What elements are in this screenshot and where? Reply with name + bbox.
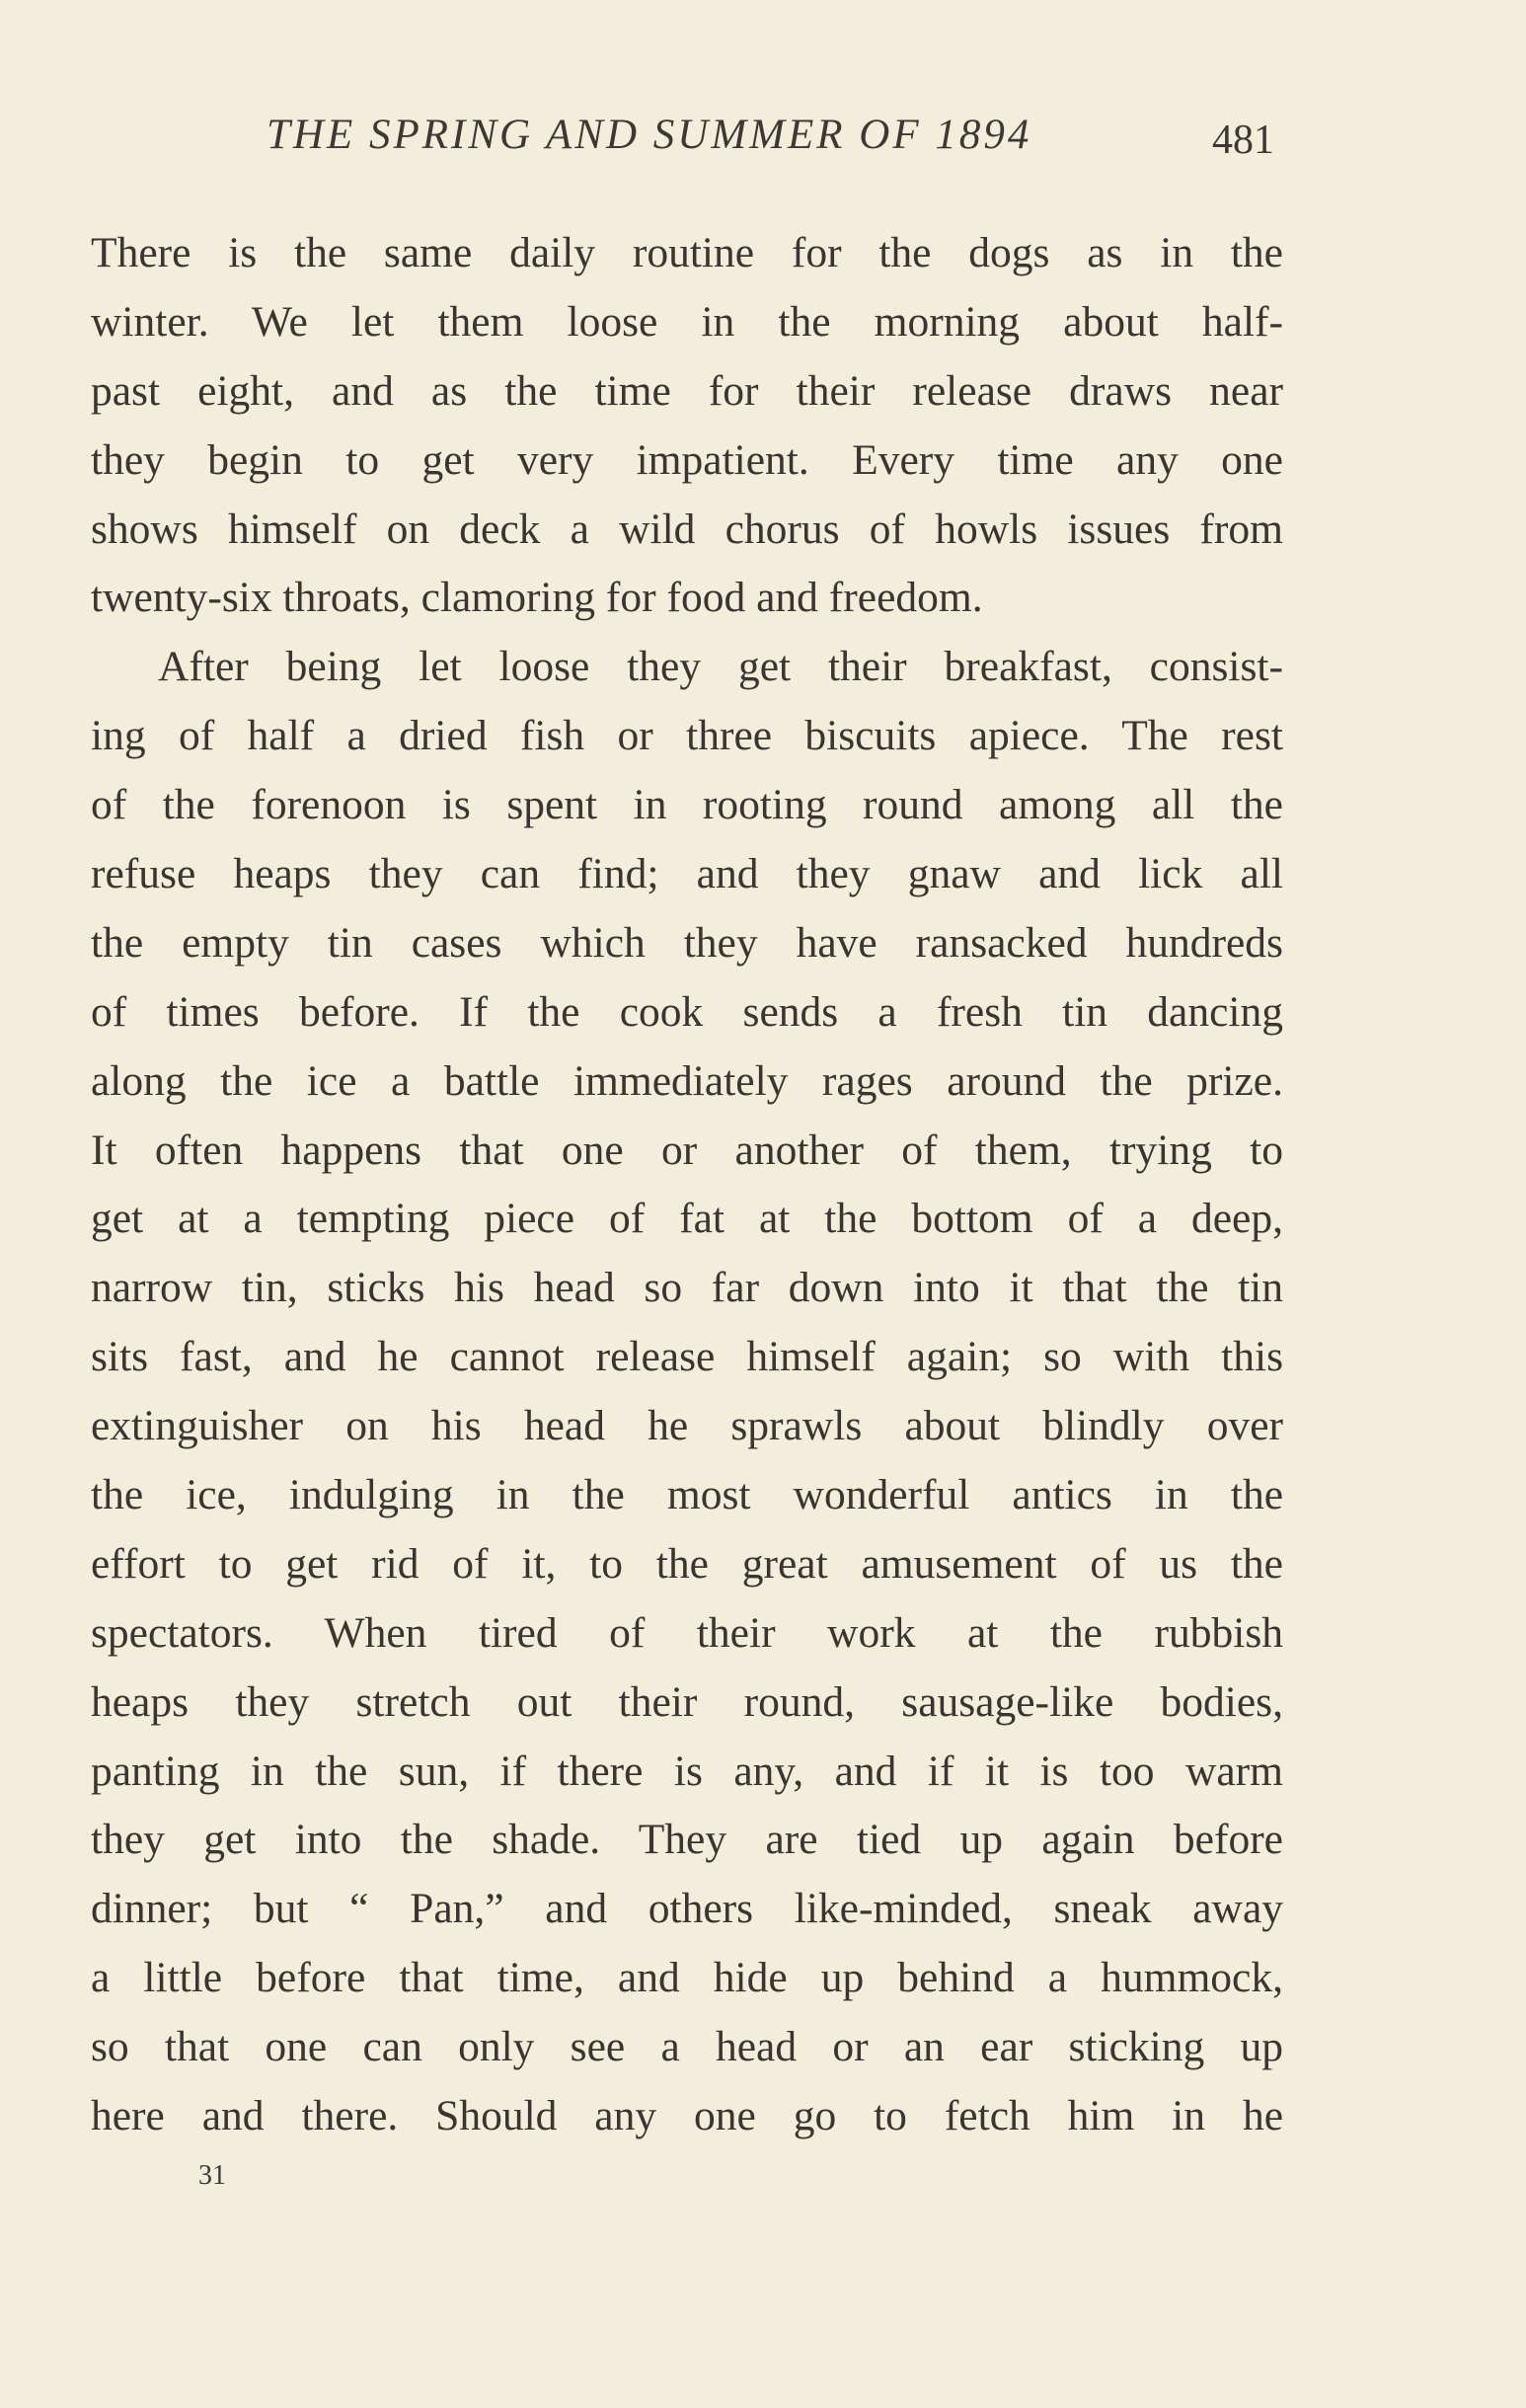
text-line: ing of half a dried fish or three biscuits apiece. The rest [91,712,1283,760]
body-text [91,219,1283,2151]
text-line: so that one can only see a head or an ear sticking up [91,2023,1283,2071]
signature-mark: 31 [198,2160,226,2191]
text-line: There is the same daily routine for the dogs as in the [91,229,1283,276]
page-header [0,111,1526,170]
text-line: It often happens that one or another of them, trying to [91,1126,1283,1174]
text-line: they begin to get very impatient. Every time any one [91,435,1283,484]
text-line: here and there. Should any one go to fetch him in he [91,2092,1283,2140]
text-line: heaps they stretch out their round, sausage-like bodies, [91,1677,1283,1726]
text-line: a little before that time, and hide up behind a hummock, [91,1954,1283,2002]
text-line: of the forenoon is spent in rooting round among all the [91,781,1283,829]
text-line: of times before. If the cook sends a fresh tin dancing [91,987,1283,1036]
text-line: dinner; but “ Pan,” and others like-minded, sneak away [91,1885,1283,1933]
text-line: they get into the shade. They are tied up again before [91,1816,1283,1864]
text-line: get at a tempting piece of fat at the bottom of a deep, [91,1195,1283,1243]
text-line: past eight, and as the time for their release draws near [91,366,1283,415]
text-line: shows himself on deck a wild chorus of howls issues from [91,505,1283,553]
text-line: narrow tin, sticks his head so far down into it that the tin [91,1264,1283,1312]
text-line: refuse heaps they can find; and they gnaw and lick all [91,850,1283,898]
text-line: extinguisher on his head he sprawls about blindly over [91,1402,1283,1450]
text-line: panting in the sun, if there is any, and if it is too warm [91,1747,1283,1795]
text-line: sits fast, and he cannot release himself again; so with this [91,1333,1283,1381]
text-line: the empty tin cases which they have ransacked hundreds [91,918,1283,967]
text-line: twenty-six throats, clamoring for food and freedom. [91,574,983,622]
text-line: winter. We let them loose in the morning about half- [91,297,1283,346]
text-line: along the ice a battle immediately rages around the prize. [91,1056,1283,1105]
text-line: effort to get rid of it, to the great amusement of us the [91,1539,1283,1588]
text-line: After being let loose they get their breakfast, consist- [158,643,1283,691]
text-line: the ice, indulging in the most wonderful antics in the [91,1471,1283,1519]
text-line: spectators. When tired of their work at the rubbish [91,1608,1283,1657]
page-number: 481 [1212,117,1274,163]
running-head: THE SPRING AND SUMMER OF 1894 [267,112,1032,158]
